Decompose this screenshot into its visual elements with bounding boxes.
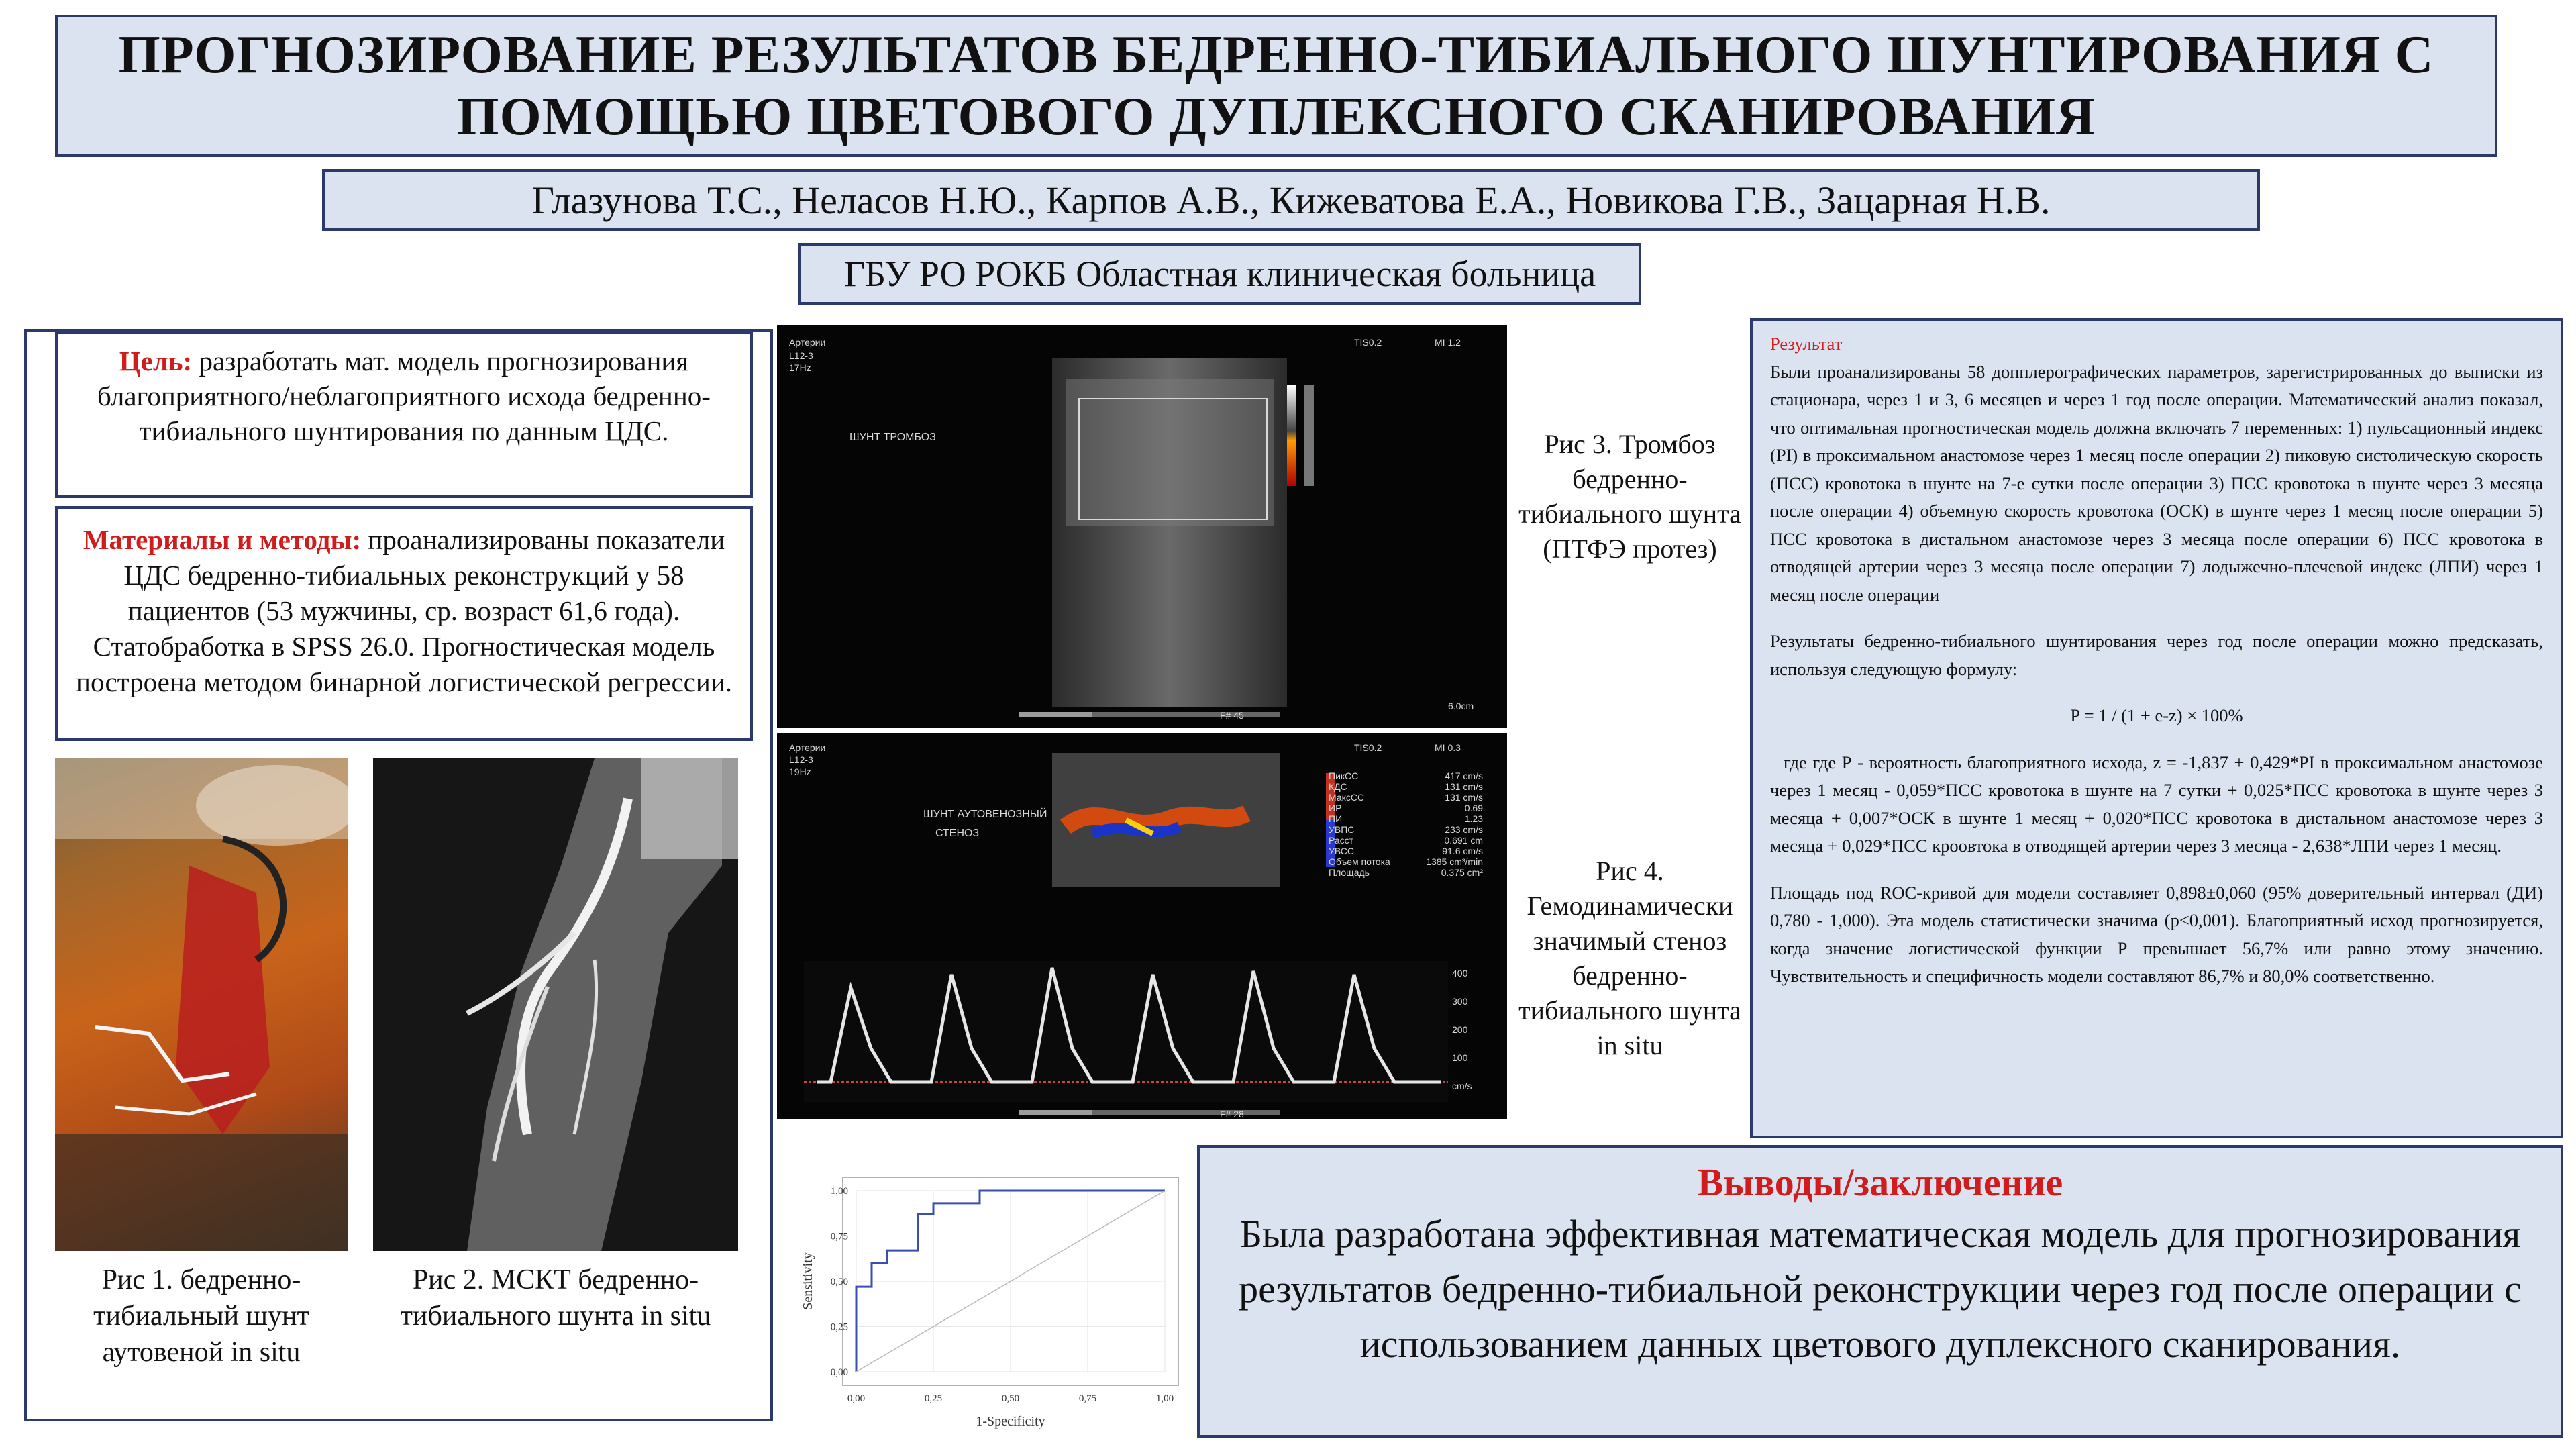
results-paragraph-1: Были проанализированы 58 допплерографических параметров, зарегистрированных до выписки из стационара, через 1 и 3, 6 месяцев и через 1 год после операции. Математический анализ показал, что оптимальная прогностическая модель должна включать 7 переменных: 1) пульсационный индекс (PI) в проксимальном анастомозе через 1 месяц после операции 2) пиковую систолическую скорость (ПСС) кровотока в шунте на 7-е сутки после операции 3) ПСС кровотока в шунте через 3 месяца после операции 4) объемную скорость кровотока (ОСК) в шунте через 1 месяц после операции 5) ПСС кровотока в дистальном анастомозе через 3 месяца после операции 6) ПСС кровотока в отводящей артерии через 3 месяца после операции 7) лодыжечно-плечевой индекс (ЛПИ) через 1 месяц после операции: [1770, 361, 2543, 605]
us2-measurement-key: ИР: [1329, 803, 1342, 813]
us1-probe: L12-3: [789, 350, 813, 361]
us2-scale-tick: cm/s: [1452, 1081, 1472, 1091]
us2-measurement-row: [1329, 813, 1483, 824]
roc-y-tick-label: 0,25: [830, 1321, 848, 1333]
us1-depth: 6.0cm: [1448, 701, 1474, 711]
roc-curve-chart: [789, 1157, 1196, 1439]
conclusion-heading: Выводы/заключение: [1697, 1160, 2063, 1204]
us2-measurement-key: УВПС: [1329, 824, 1355, 835]
us2-label-1: ШУНТ АУТОВЕНОЗНЫЙ: [923, 809, 1047, 820]
us2-measurement-row: [1329, 856, 1483, 867]
roc-x-tick-label: 0,00: [847, 1393, 866, 1404]
us1-tis: TIS0.2: [1354, 337, 1382, 348]
us2-measurement-value: 0.691 cm: [1444, 835, 1483, 846]
us2-measurement-key: Расст: [1329, 835, 1354, 846]
us1-freq: 17Hz: [789, 362, 811, 373]
roc-y-tick-label: 0,50: [830, 1277, 848, 1287]
us2-scale-tick: 200: [1452, 1024, 1468, 1035]
us2-measurement-key: КДС: [1329, 781, 1347, 792]
goal-text: разработать мат. модель прогнозирования благоприятного/неблагоприятного исхода бедренно-тибиального шунтирования по данным ЦДС.: [97, 346, 711, 446]
poster-title: [55, 15, 2497, 157]
results-heading: Результат: [1770, 334, 1843, 354]
us2-measurement-key: ПИ: [1329, 813, 1343, 824]
roc-x-axis-label: 1-Specificity: [976, 1414, 1045, 1429]
roc-x-tick-label: 0,75: [1078, 1393, 1097, 1404]
results-formula: P = 1 / (1 + e-z) × 100%: [2070, 705, 2243, 726]
title-line-2: ПОМОЩЬЮ ЦВЕТОВОГО ДУПЛЕКСНОГО СКАНИРОВАНИЯ: [457, 87, 2096, 146]
authors-text: Глазунова Т.С., Неласов Н.Ю., Карпов А.В., Кижеватова Е.А., Новикова Г.В., Зацарная Н.В.: [531, 178, 2051, 222]
us1-frame: F# 45: [1220, 710, 1244, 721]
ultrasound-thrombosis-image: [777, 325, 1507, 728]
results-paragraph-2: Результаты бедренно-тибиального шунтирования через год после операции можно предсказать, используя следующую формулу:: [1770, 631, 2543, 679]
roc-x-tick-label: 0,25: [924, 1393, 943, 1404]
ct-drawing: [373, 758, 738, 1251]
us2-measurement-row: [1329, 792, 1483, 803]
roc-y-tick-label: 0,00: [830, 1367, 848, 1378]
goal-box: [55, 332, 753, 498]
us2-measurement-value: 131 cm/s: [1445, 792, 1483, 803]
us2-measurement-row: [1329, 781, 1483, 792]
us1-mi: MI 1.2: [1435, 337, 1461, 348]
us2-scale-tick: 400: [1452, 968, 1468, 979]
us2-measurement-key: УВСС: [1329, 846, 1354, 856]
us2-scale-tick: 300: [1452, 996, 1468, 1007]
us2-measurement-row: [1329, 824, 1483, 835]
us2-label-2: СТЕНОЗ: [935, 828, 980, 839]
methods-label: Материалы и методы:: [83, 524, 362, 555]
fig1-caption: Рис 1. бедренно-тибиальный шунт аутовеной in situ: [93, 1264, 309, 1368]
us2-scale-tick: 100: [1452, 1052, 1468, 1063]
us2-measurement-key: ПикСС: [1329, 770, 1359, 781]
results-paragraph-3: где где Р - вероятность благоприятного исхода, z = -1,837 + 0,429*PI в проксимальном анастомозе через 1 месяц - 0,059*ПСС кровотока в шунте на 7 сутки + 0,025*ПСС кровотока в шунте через 3 месяца + 0,007*ОСК в шунте 1 месяц + 0,020*ПСС кровотока в дистальном анастомозе через 3 месяца + 0,029*ПСС кроовтока в отводящей артерии через 3 месяца - 2,638*ЛПИ через 1 месяц.: [1770, 752, 2543, 856]
us1-header: Артерии: [789, 337, 826, 348]
us2-measurement-value: 1.23: [1464, 813, 1483, 824]
fig4-caption: Рис 4. Гемодинамически значимый стеноз бедренно-тибиального шунта in situ: [1518, 856, 1741, 1060]
methods-text: проанализированы показатели ЦДС бедренно-тибиальных реконструкций у 58 пациентов (53 мужчины, ср. возраст 61,6 года). Статобработка в SPSS 26.0. Прогностическая модель построена методом бинарной логистической регрессии.: [76, 524, 732, 697]
roc-y-tick-label: 1,00: [830, 1186, 848, 1197]
us1-label: ШУНТ ТРОМБОЗ: [849, 432, 936, 443]
us2-measurement-row: [1329, 835, 1483, 846]
us2-measurement-value: 417 cm/s: [1445, 770, 1483, 781]
ultrasound-stenosis-image: [777, 733, 1507, 1119]
us2-header: Артерии: [789, 742, 826, 753]
conclusion-box: [1197, 1145, 2563, 1438]
goal-label: Цель:: [119, 346, 193, 377]
us2-measurements: [1329, 770, 1483, 878]
roc-y-axis-label: Sensitivity: [801, 1252, 815, 1310]
us2-mi: MI 0.3: [1435, 742, 1461, 753]
surgery-photo-drawing: [55, 758, 348, 1251]
us2-measurement-value: 131 cm/s: [1445, 781, 1483, 792]
organization-text: ГБУ РО РОКБ Областная клиническая больница: [843, 254, 1596, 294]
us2-measurement-key: Площадь: [1329, 867, 1370, 878]
results-box: [1750, 318, 2563, 1138]
surgery-photo: [55, 758, 348, 1251]
conclusion-text: Была разработана эффективная математическая модель для прогнозирования результатов бедренно-тибиальной реконструкции через год после операции с использованием данных цветового дуплексного сканирования.: [1239, 1212, 2522, 1366]
us2-measurement-value: 0.375 cm²: [1441, 867, 1483, 878]
us2-measurement-row: [1329, 867, 1483, 878]
results-paragraph-4: Площадь под ROC-кривой для модели составляет 0,898±0,060 (95% доверительный интервал (ДИ) 0,780 - 1,000). Эта модель статистически значима (p<0,001). Благоприятный исход прогнозируется, когда значение логистической функции Р превышает 56,7% или равно этому значению. Чувствительность и специфичность модели составляют 86,7% и 80,0% соответственно.: [1770, 882, 2543, 986]
us2-measurement-row: [1329, 846, 1483, 856]
methods-box: [55, 506, 753, 741]
authors-box: [322, 169, 2260, 231]
roc-x-tick-label: 1,00: [1155, 1393, 1174, 1404]
us2-measurement-value: 0.69: [1464, 803, 1483, 813]
ultrasound-1-drawing: [777, 325, 1507, 728]
us2-freq: 19Hz: [789, 766, 811, 777]
ct-angiography-image: [373, 758, 738, 1251]
us2-measurement-key: Объем потока: [1329, 856, 1390, 867]
fig2-caption: Рис 2. МСКТ бедренно-тибиального шунта in situ: [400, 1264, 711, 1332]
us2-measurement-row: [1329, 803, 1483, 813]
us2-measurement-value: 233 cm/s: [1445, 824, 1483, 835]
us2-measurement-row: [1329, 770, 1483, 781]
roc-y-tick-label: 0,75: [830, 1231, 848, 1242]
organization-box: [798, 243, 1641, 305]
roc-x-tick-label: 0,50: [1001, 1393, 1020, 1404]
us2-velocity-scale: [1452, 968, 1499, 1109]
us2-measurement-value: 1385 cm³/min: [1426, 856, 1483, 867]
us2-frame: F# 28: [1220, 1109, 1244, 1119]
us2-measurement-value: 91.6 cm/s: [1442, 846, 1483, 856]
fig3-caption: Рис 3. Тромбоз бедренно-тибиального шунта (ПТФЭ протез): [1518, 429, 1741, 564]
us2-measurement-key: МаксСС: [1329, 792, 1365, 803]
title-line-1: ПРОГНОЗИРОВАНИЕ РЕЗУЛЬТАТОВ БЕДРЕННО-ТИБИАЛЬНОГО ШУНТИРОВАНИЯ С: [118, 26, 2434, 85]
us2-tis: TIS0.2: [1354, 742, 1382, 753]
us2-probe: L12-3: [789, 754, 813, 765]
